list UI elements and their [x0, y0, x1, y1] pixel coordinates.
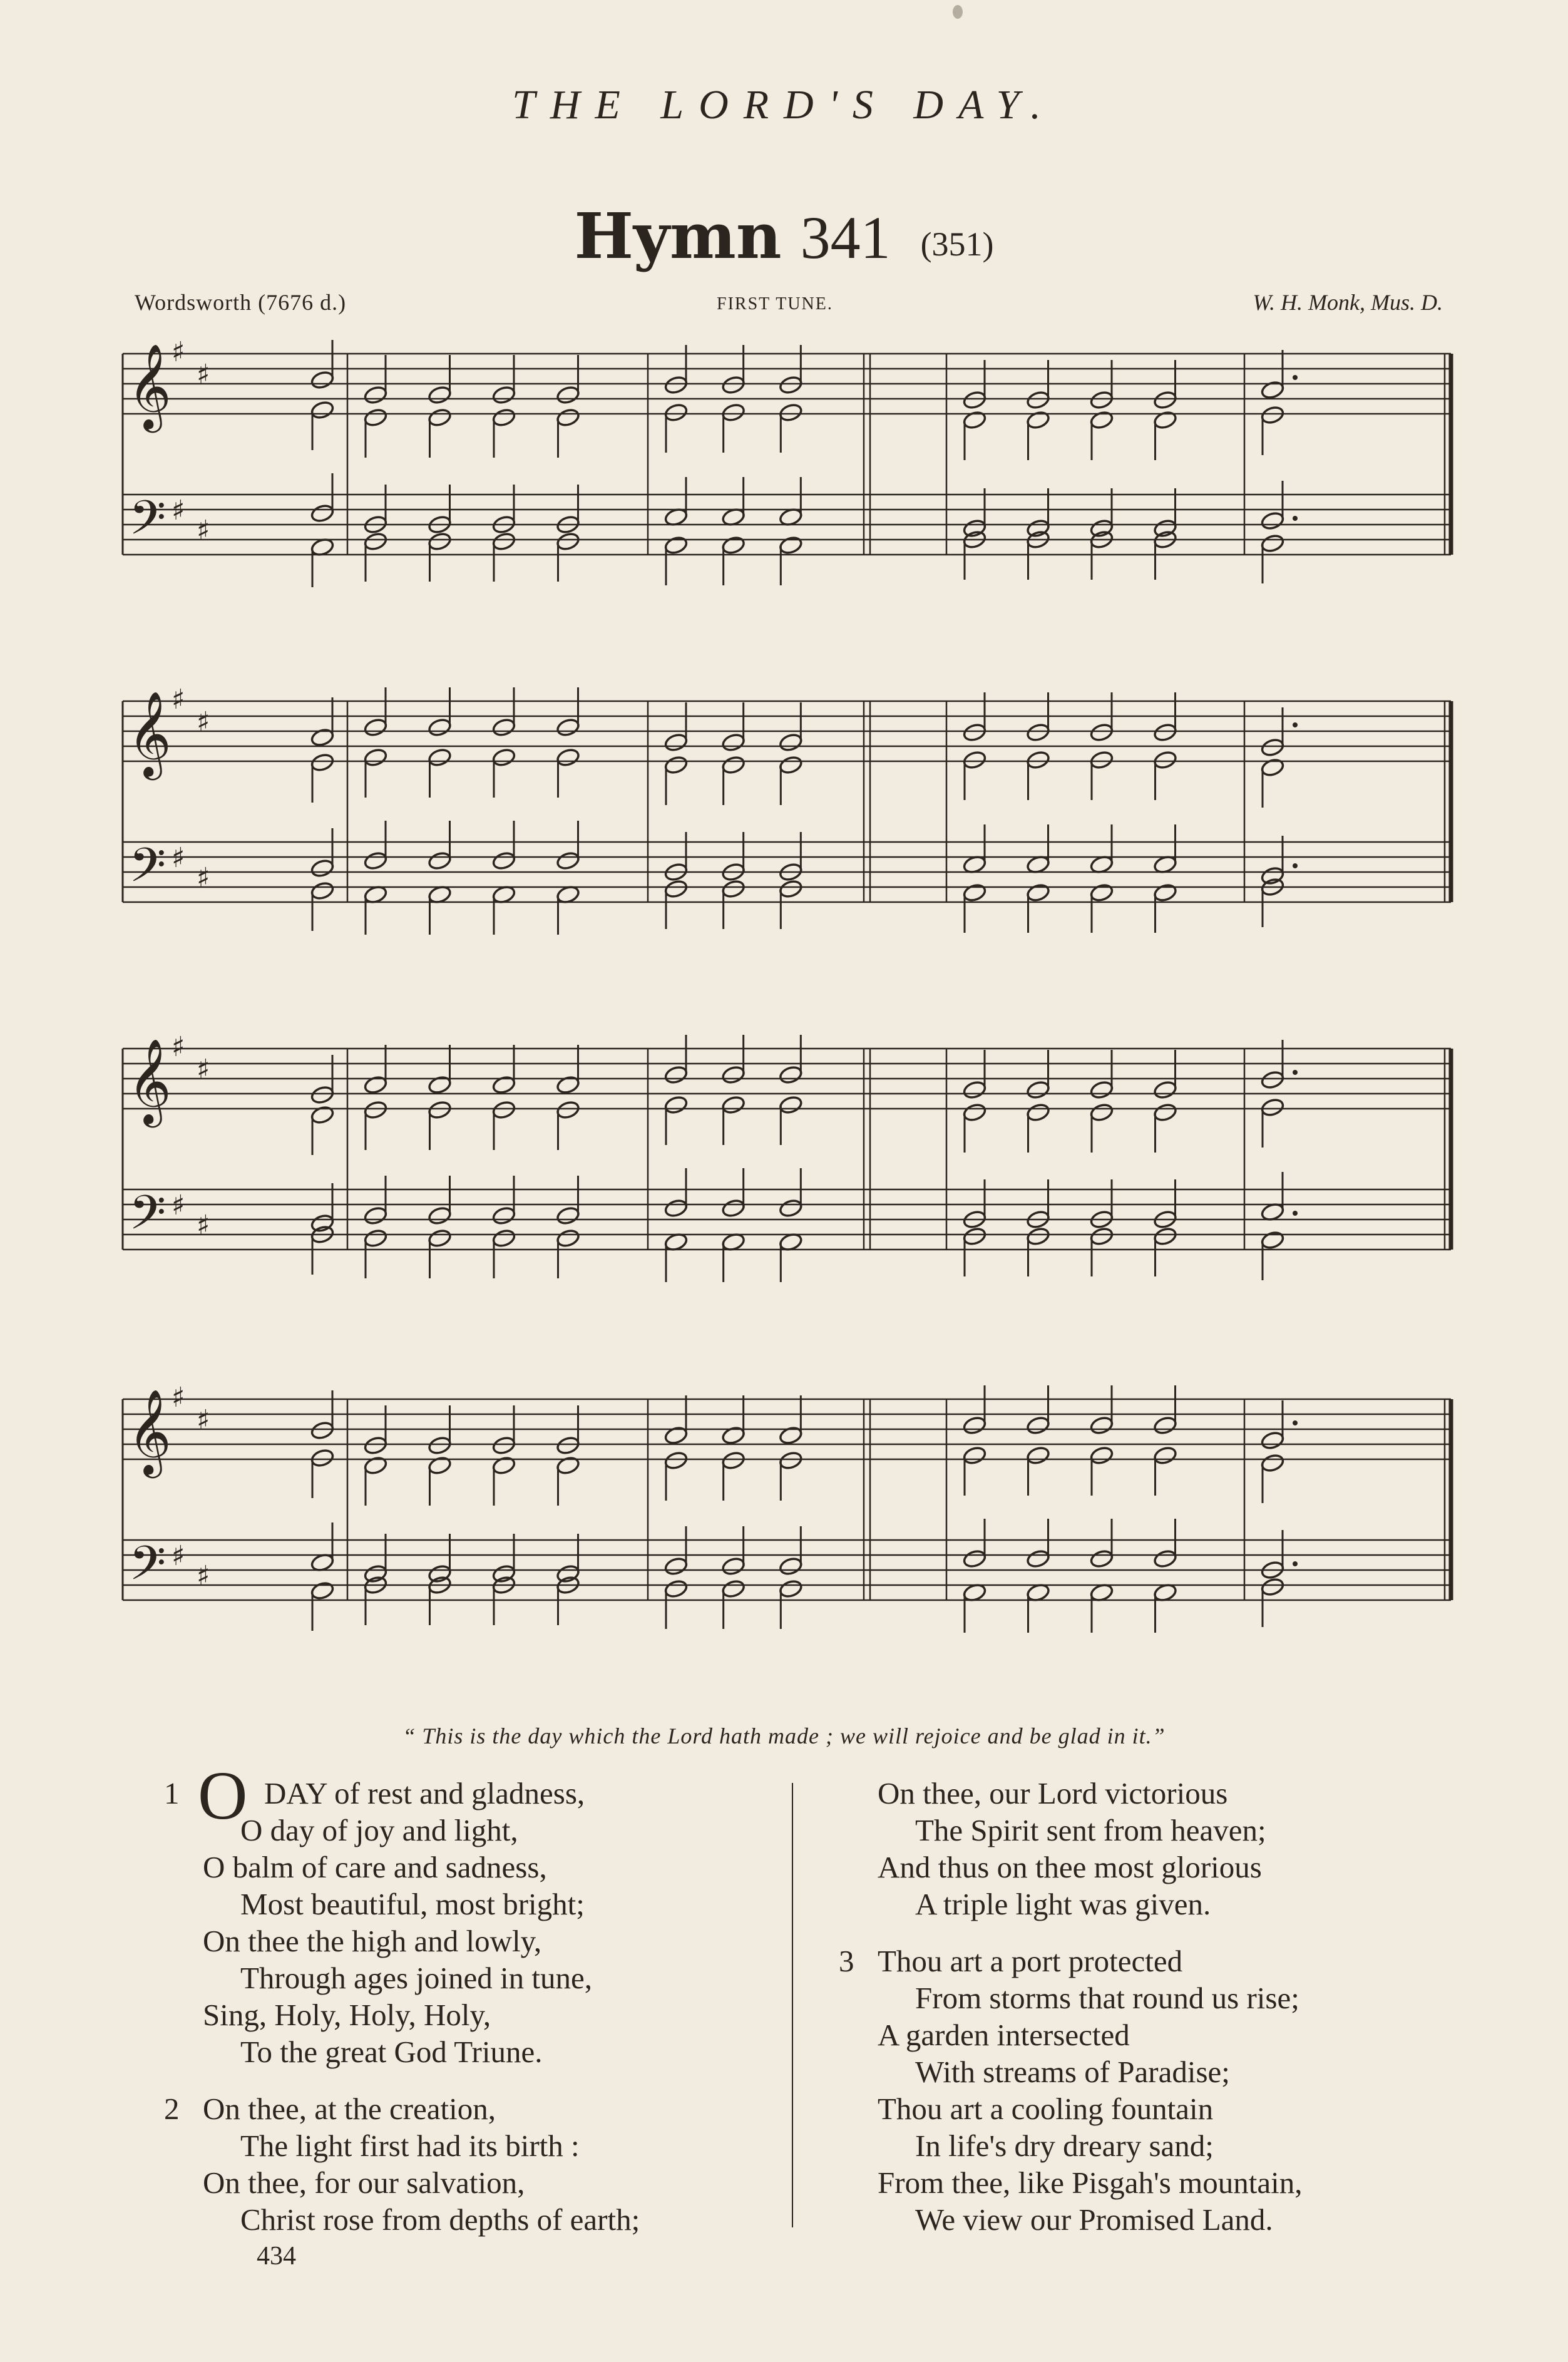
- half-note-head: [363, 385, 387, 405]
- stanza-2-continued: [839, 1775, 1465, 1923]
- half-note-head: [962, 1102, 986, 1122]
- half-note-head: [491, 531, 516, 552]
- half-note-head: [1026, 750, 1050, 770]
- half-note-head: [556, 1100, 580, 1120]
- half-note-head: [779, 1556, 803, 1576]
- half-note-head: [1153, 1549, 1177, 1569]
- half-note-head: [1153, 1226, 1177, 1246]
- half-note-head: [1089, 1445, 1114, 1466]
- half-note-head: [721, 535, 746, 555]
- half-note-head: [491, 1206, 516, 1226]
- sharp-sign: ♯: [197, 1209, 210, 1241]
- verse-line: O balm of care and sadness,: [203, 1850, 547, 1884]
- sharp-sign: ♯: [172, 1382, 185, 1414]
- half-note-head: [310, 1581, 334, 1601]
- verse-line: In life's dry dreary sand;: [915, 2128, 1214, 2163]
- half-note-head: [1026, 390, 1050, 410]
- dot: [1293, 863, 1298, 868]
- sharp-sign: ♯: [172, 495, 185, 526]
- half-note-head: [779, 755, 803, 775]
- verse-line: Thou art a cooling fountain: [878, 2092, 1214, 2126]
- half-note-head: [1089, 722, 1114, 742]
- verse-line: From storms that round us rise;: [915, 1981, 1299, 2015]
- dot: [1293, 1070, 1298, 1075]
- half-note-head: [1260, 1430, 1284, 1451]
- half-note-head: [1153, 1415, 1177, 1435]
- half-note-head: [779, 1451, 803, 1471]
- half-note-head: [491, 747, 516, 768]
- half-note-head: [310, 400, 334, 420]
- half-note-head: [1260, 533, 1284, 553]
- bass-clef: 𝄢: [129, 838, 167, 905]
- half-note-head: [721, 375, 746, 395]
- half-note-head: [556, 1456, 580, 1476]
- bass-clef: 𝄢: [129, 1185, 167, 1252]
- half-note-head: [779, 403, 803, 423]
- half-note-head: [428, 851, 452, 871]
- half-note-head: [428, 1075, 452, 1095]
- half-note-head: [556, 531, 580, 552]
- half-note-head: [363, 531, 387, 552]
- half-note-head: [1089, 1549, 1114, 1569]
- sharp-sign: ♯: [197, 862, 210, 894]
- author-meter: Wordsworth (7676 d.): [135, 290, 347, 315]
- sharp-sign: ♯: [197, 1560, 210, 1592]
- half-note-head: [721, 403, 746, 423]
- half-note-head: [428, 1456, 452, 1476]
- half-note-head: [1153, 750, 1177, 770]
- verse-line: On thee, at the creation,: [203, 2092, 496, 2126]
- half-note-head: [1260, 405, 1284, 425]
- sharp-sign: ♯: [172, 336, 185, 368]
- tune-label: FIRST TUNE.: [717, 294, 833, 314]
- verse-line: O day of joy and light,: [240, 1813, 518, 1847]
- half-note-head: [491, 1100, 516, 1120]
- half-note-head: [721, 1425, 746, 1445]
- half-note-head: [1260, 380, 1284, 400]
- verse-line: We view our Promised Land.: [915, 2202, 1273, 2237]
- half-note-head: [310, 858, 334, 878]
- half-note-head: [1260, 1230, 1284, 1250]
- half-note-head: [1260, 737, 1284, 757]
- half-note-head: [363, 1456, 387, 1476]
- dot: [1293, 375, 1298, 380]
- stanza-3: [839, 1943, 1465, 2238]
- verse-line: The Spirit sent from heaven;: [915, 1813, 1266, 1847]
- half-note-head: [1089, 410, 1114, 430]
- dot: [1293, 1420, 1298, 1425]
- stanza-number: 3: [839, 1944, 854, 1978]
- half-note-head: [491, 408, 516, 428]
- sharp-sign: ♯: [197, 706, 210, 738]
- half-note-head: [491, 1075, 516, 1095]
- half-note-head: [491, 1456, 516, 1476]
- half-note-head: [962, 1549, 986, 1569]
- half-note-head: [363, 1075, 387, 1095]
- half-note-head: [779, 535, 803, 555]
- half-note-head: [1260, 1577, 1284, 1597]
- half-note-head: [721, 1579, 746, 1599]
- half-note-head: [556, 747, 580, 768]
- alt-hymn-number: (351): [920, 225, 994, 263]
- sharp-sign: ♯: [172, 684, 185, 716]
- half-note-head: [310, 1448, 334, 1468]
- half-note-head: [310, 1105, 334, 1125]
- half-note-head: [779, 375, 803, 395]
- half-note-head: [363, 1228, 387, 1248]
- half-note-head: [1089, 1080, 1114, 1100]
- half-note-head: [556, 408, 580, 428]
- verse-line: A garden intersected: [878, 2018, 1130, 2052]
- half-note-head: [721, 1198, 746, 1218]
- half-note-head: [779, 1198, 803, 1218]
- half-note-head: [1026, 883, 1050, 903]
- sharp-sign: ♯: [172, 1031, 185, 1063]
- half-note-head: [1260, 511, 1284, 531]
- half-note-head: [1260, 757, 1284, 778]
- half-note-head: [363, 851, 387, 871]
- sharp-sign: ♯: [172, 842, 185, 874]
- half-note-head: [1026, 410, 1050, 430]
- verse-line: On thee, our Lord victorious: [878, 1776, 1228, 1810]
- verse-line: The light first had its birth :: [240, 2128, 580, 2163]
- half-note-head: [779, 1425, 803, 1445]
- bass-clef: 𝄢: [129, 490, 167, 557]
- half-note-head: [1089, 390, 1114, 410]
- sharp-sign: ♯: [197, 1054, 210, 1086]
- half-note-head: [779, 1095, 803, 1115]
- half-note-head: [962, 1415, 986, 1435]
- half-note-head: [428, 385, 452, 405]
- half-note-head: [1089, 750, 1114, 770]
- half-note-head: [721, 732, 746, 752]
- verses-left-column: [164, 1757, 790, 2258]
- stanza-1: [164, 1757, 790, 2070]
- half-note-head: [664, 375, 688, 395]
- half-note-head: [962, 390, 986, 410]
- half-note-head: [721, 1556, 746, 1576]
- half-note-head: [1153, 1102, 1177, 1122]
- treble-clef: 𝄞: [128, 342, 172, 429]
- verses-right-column: [839, 1775, 1465, 2258]
- half-note-head: [1260, 1070, 1284, 1090]
- treble-clef: 𝄞: [128, 1388, 172, 1474]
- verse-line: Thou art a port protected: [878, 1944, 1183, 1978]
- dot: [1293, 516, 1298, 521]
- half-note-head: [1026, 1445, 1050, 1466]
- verse-line: Through ages joined in tune,: [240, 1961, 593, 1995]
- column-divider: [792, 1783, 793, 2227]
- half-note-head: [962, 410, 986, 430]
- half-note-head: [363, 717, 387, 737]
- half-note-head: [310, 752, 334, 773]
- half-note-head: [962, 722, 986, 742]
- verse-line: With streams of Paradise;: [915, 2055, 1230, 2089]
- half-note-head: [1153, 722, 1177, 742]
- half-note-head: [1026, 1226, 1050, 1246]
- half-note-head: [664, 1095, 688, 1115]
- drop-cap: O: [198, 1757, 248, 1834]
- half-note-head: [1260, 1097, 1284, 1117]
- half-note-head: [664, 732, 688, 752]
- half-note-head: [664, 1579, 688, 1599]
- half-note-head: [1089, 1226, 1114, 1246]
- half-note-head: [428, 408, 452, 428]
- half-note-head: [1153, 1080, 1177, 1100]
- half-note-head: [491, 1228, 516, 1248]
- stanza-number: 2: [164, 2092, 180, 2126]
- half-note-head: [664, 755, 688, 775]
- half-note-head: [962, 1080, 986, 1100]
- half-note-head: [721, 1451, 746, 1471]
- bass-clef: 𝄢: [129, 1536, 167, 1603]
- scripture-quote: “ This is the day which the Lord hath made ; we will rejoice and be glad in it.”: [402, 1723, 1166, 1748]
- half-note-head: [1260, 1453, 1284, 1473]
- half-note-head: [721, 755, 746, 775]
- half-note-head: [363, 1100, 387, 1120]
- dot: [1293, 1561, 1298, 1566]
- half-note-head: [310, 1085, 334, 1105]
- half-note-head: [491, 1435, 516, 1456]
- half-note-head: [491, 717, 516, 737]
- half-note-head: [310, 1420, 334, 1440]
- dot: [1293, 722, 1298, 727]
- sharp-sign: ♯: [172, 1540, 185, 1572]
- half-note-head: [1153, 883, 1177, 903]
- sharp-sign: ♯: [197, 359, 210, 391]
- verse-line: DAY of rest and gladness,: [264, 1776, 585, 1810]
- half-note-head: [1089, 1102, 1114, 1122]
- half-note-head: [962, 883, 986, 903]
- half-note-head: [664, 1065, 688, 1085]
- half-note-head: [779, 732, 803, 752]
- half-note-head: [1153, 1445, 1177, 1466]
- verse-line: To the great God Triune.: [240, 2035, 543, 2069]
- verse-line: A triple light was given.: [915, 1887, 1211, 1921]
- half-note-head: [556, 1075, 580, 1095]
- half-note-head: [721, 1065, 746, 1085]
- sharp-sign: ♯: [172, 1189, 185, 1221]
- half-note-head: [779, 1065, 803, 1085]
- composer: W. H. Monk, Mus. D.: [1253, 290, 1443, 315]
- half-note-head: [779, 1579, 803, 1599]
- verse-line: Most beautiful, most bright;: [240, 1887, 585, 1921]
- verse-line: Christ rose from depths of earth;: [240, 2202, 640, 2237]
- half-note-head: [1153, 410, 1177, 430]
- half-note-head: [428, 747, 452, 768]
- half-note-head: [556, 1435, 580, 1456]
- half-note-head: [310, 727, 334, 747]
- dot: [1293, 1211, 1298, 1216]
- half-note-head: [664, 1425, 688, 1445]
- half-note-head: [428, 717, 452, 737]
- half-note-head: [1026, 1102, 1050, 1122]
- half-note-head: [556, 1206, 580, 1226]
- half-note-head: [556, 1228, 580, 1248]
- half-note-head: [664, 1198, 688, 1218]
- half-note-head: [363, 408, 387, 428]
- half-note-head: [1026, 1549, 1050, 1569]
- half-note-head: [491, 851, 516, 871]
- half-note-head: [962, 1226, 986, 1246]
- half-note-head: [556, 385, 580, 405]
- half-note-head: [428, 1435, 452, 1456]
- half-note-head: [721, 1095, 746, 1115]
- hymn-number: 341: [800, 204, 891, 271]
- half-note-head: [1026, 1415, 1050, 1435]
- half-note-head: [428, 1228, 452, 1248]
- page-number: 434: [257, 2242, 296, 2271]
- half-note-head: [363, 747, 387, 768]
- section-heading: THE LORD'S DAY.: [512, 82, 1056, 128]
- half-note-head: [491, 385, 516, 405]
- half-note-head: [363, 1206, 387, 1226]
- half-note-head: [428, 1206, 452, 1226]
- half-note-head: [664, 879, 688, 899]
- half-note-head: [428, 531, 452, 552]
- treble-clef: 𝄞: [128, 1037, 172, 1124]
- half-note-head: [664, 1451, 688, 1471]
- half-note-head: [664, 535, 688, 555]
- sharp-sign: ♯: [197, 515, 210, 547]
- half-note-head: [962, 1445, 986, 1466]
- verse-line: Sing, Holy, Holy, Holy,: [203, 1998, 491, 2032]
- verse-line: From thee, like Pisgah's mountain,: [878, 2165, 1303, 2200]
- half-note-head: [363, 1435, 387, 1456]
- stanza-number: 1: [164, 1776, 180, 1810]
- half-note-head: [556, 717, 580, 737]
- half-note-head: [962, 750, 986, 770]
- half-note-head: [721, 879, 746, 899]
- verse-line: On thee the high and lowly,: [203, 1924, 542, 1958]
- verse-line: On thee, for our salvation,: [203, 2165, 525, 2200]
- half-note-head: [428, 1100, 452, 1120]
- verse-line: And thus on thee most glorious: [878, 1850, 1262, 1884]
- half-note-head: [1026, 722, 1050, 742]
- half-note-head: [310, 370, 334, 390]
- half-note-head: [779, 879, 803, 899]
- hymn-word: Hymn: [574, 199, 782, 273]
- half-note-head: [556, 851, 580, 871]
- half-note-head: [310, 881, 334, 901]
- half-note-head: [664, 403, 688, 423]
- half-note-head: [1026, 1080, 1050, 1100]
- treble-clef: 𝄞: [128, 690, 172, 776]
- sharp-sign: ♯: [197, 1404, 210, 1436]
- half-note-head: [1089, 883, 1114, 903]
- stanza-2: [164, 2090, 790, 2238]
- half-note-head: [310, 503, 334, 523]
- half-note-head: [664, 1556, 688, 1576]
- half-note-head: [1089, 1415, 1114, 1435]
- half-note-head: [1153, 390, 1177, 410]
